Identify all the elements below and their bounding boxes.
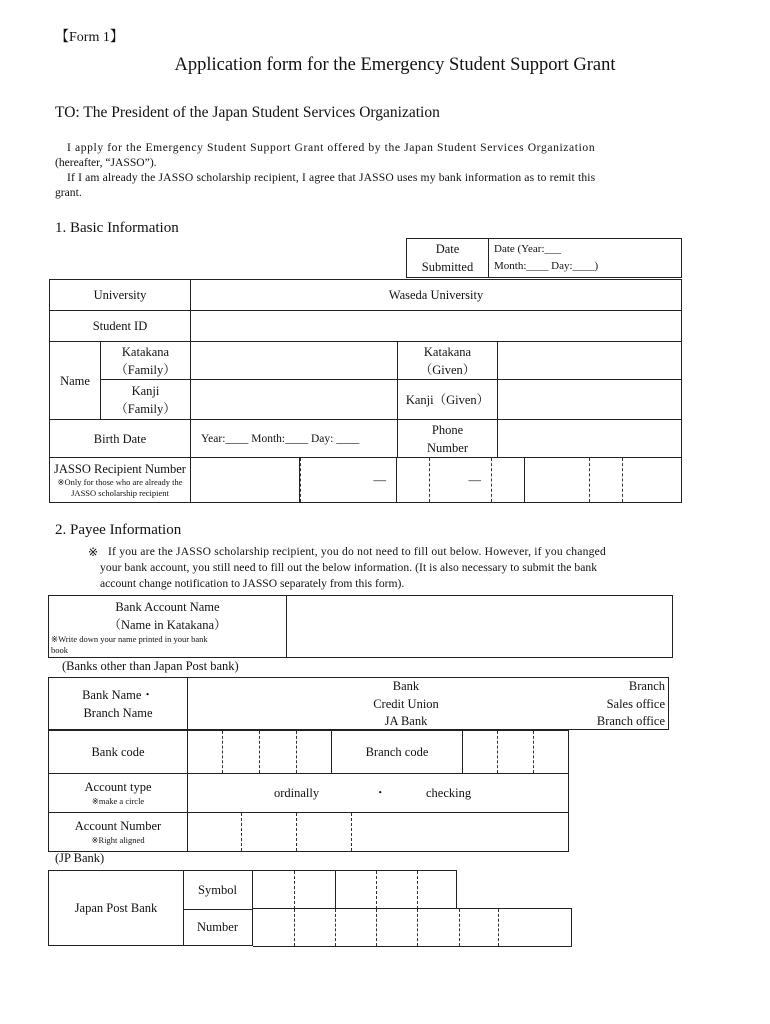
bank-branch-table <box>48 677 669 730</box>
branch-type-sales-office: Sales office <box>606 696 665 711</box>
branch-code-label: Branch code <box>332 731 463 774</box>
symbol-digit-3[interactable] <box>336 871 377 909</box>
jasso-digit-3[interactable] <box>397 458 430 502</box>
note-mark: ※ <box>88 545 99 559</box>
account-type-field[interactable] <box>188 774 569 813</box>
account-type-checking[interactable]: checking <box>426 786 472 800</box>
account-digit-4[interactable] <box>352 813 568 851</box>
katakana-family-field[interactable] <box>191 342 398 380</box>
symbol-label: Symbol <box>183 870 253 910</box>
katakana-given-label: Katakana （Given） <box>398 342 498 380</box>
jp-bank-label: Japan Post Bank <box>48 870 184 946</box>
phone-label: Phone Number <box>398 420 498 458</box>
student-id-field[interactable] <box>191 311 682 342</box>
symbol-digit-2[interactable] <box>295 871 336 909</box>
symbol-digit-5[interactable] <box>418 871 456 909</box>
account-type-label: Account type ※make a circle <box>49 774 188 813</box>
bank-code-digit-4[interactable] <box>297 731 331 773</box>
date-submitted-label: Date Submitted <box>407 239 489 278</box>
birth-date-field[interactable]: Year:____ Month:____ Day: ____ <box>191 420 398 458</box>
form-tag: 【Form 1】 <box>55 30 124 45</box>
account-number-field[interactable] <box>188 813 569 852</box>
payee-note-1: If you are the JASSO scholarship recipient, you do not need to fill out below. However, if you changed <box>108 545 606 558</box>
jasso-digit-1[interactable] <box>191 458 300 502</box>
symbol-field[interactable] <box>253 870 457 909</box>
intro-line-3: If I am already the JASSO scholarship recipient, I agree that JASSO uses my bank information as to remit this <box>67 171 596 184</box>
number-digit-5[interactable] <box>418 909 460 946</box>
jasso-digit-5[interactable] <box>492 458 525 502</box>
account-digit-1[interactable] <box>188 813 242 851</box>
section1-heading: 1. Basic Information <box>55 220 179 236</box>
kanji-family-field[interactable] <box>191 380 398 420</box>
intro-line-1: I apply for the Emergency Student Support Grant offered by the Japan Student Services Organization <box>67 141 596 154</box>
university-label: University <box>50 280 191 311</box>
account-name-field[interactable] <box>287 596 673 658</box>
branch-code-digit-1[interactable] <box>463 731 498 773</box>
symbol-digit-1[interactable] <box>253 871 295 909</box>
branch-code-field[interactable] <box>463 731 569 774</box>
jasso-digit-8[interactable] <box>623 458 681 502</box>
katakana-given-field[interactable] <box>498 342 682 380</box>
bank-type-ja-bank: JA Bank <box>384 714 428 728</box>
number-digit-7[interactable] <box>499 909 571 946</box>
jasso-digit-7[interactable] <box>590 458 623 502</box>
branch-code-digit-3[interactable] <box>534 731 568 773</box>
intro-line-4: grant. <box>55 186 82 199</box>
jasso-digit-2[interactable] <box>300 458 397 502</box>
symbol-digit-4[interactable] <box>377 871 418 909</box>
jasso-dash-2: — <box>468 473 481 487</box>
bank-code-label: Bank code <box>49 731 188 774</box>
number-label: Number <box>183 909 253 946</box>
account-digit-2[interactable] <box>242 813 297 851</box>
other-banks-caption: (Banks other than Japan Post bank) <box>62 659 239 673</box>
basic-info-table <box>49 279 682 503</box>
bank-type-credit-union: Credit Union <box>373 696 439 711</box>
bank-code-digit-2[interactable] <box>223 731 260 773</box>
account-type-separator: ・ <box>374 786 387 800</box>
number-digit-4[interactable] <box>377 909 418 946</box>
jp-bank-table <box>48 870 572 946</box>
account-name-label: Bank Account Name （Name in Katakana） ※Write down your name printed in your bank book <box>49 596 287 658</box>
student-id-label: Student ID <box>50 311 191 342</box>
bank-branch-label: Bank Name・ Branch Name <box>49 678 188 730</box>
bank-branch-field[interactable] <box>188 678 669 730</box>
kanji-given-label: Kanji（Given） <box>398 380 498 420</box>
university-value: Waseda University <box>191 280 682 311</box>
phone-field[interactable] <box>498 420 682 458</box>
jp-bank-caption: (JP Bank) <box>55 851 105 865</box>
name-label: Name <box>50 342 101 420</box>
account-digit-3[interactable] <box>297 813 352 851</box>
birth-date-label: Birth Date <box>50 420 191 458</box>
date-submitted-table <box>406 238 682 278</box>
number-digit-6[interactable] <box>460 909 499 946</box>
addressee: TO: The President of the Japan Student Services Organization <box>55 104 440 121</box>
jasso-digit-4[interactable] <box>430 458 492 502</box>
bank-code-digit-1[interactable] <box>188 731 223 773</box>
form-title: Application form for the Emergency Student Support Grant <box>174 55 616 75</box>
bank-code-digit-3[interactable] <box>260 731 297 773</box>
katakana-family-label: Katakana （Family） <box>101 342 191 380</box>
number-field[interactable] <box>253 908 572 947</box>
date-submitted-field[interactable]: Date (Year:___ Month:____ Day:____) <box>489 239 682 278</box>
branch-code-digit-2[interactable] <box>498 731 534 773</box>
intro-line-2: (hereafter, “JASSO”). <box>55 156 157 169</box>
bank-code-table <box>48 730 569 852</box>
jasso-digit-6[interactable] <box>525 458 590 502</box>
jasso-dash-1: — <box>373 473 386 487</box>
kanji-given-field[interactable] <box>498 380 682 420</box>
payee-note-2: your bank account, you still need to fill out the below information. (It is also necessary to submit the bank <box>100 561 598 574</box>
payee-note-3: account change notification to JASSO separately from this form). <box>100 577 405 590</box>
section2-heading: 2. Payee Information <box>55 522 182 538</box>
account-name-table <box>48 595 673 658</box>
branch-type-branch: Branch <box>628 679 665 693</box>
account-number-label: Account Number ※Right aligned <box>49 813 188 852</box>
bank-code-field[interactable] <box>188 731 332 774</box>
account-type-ordinary[interactable]: ordinally <box>274 786 320 800</box>
jasso-number-field[interactable] <box>191 458 682 503</box>
branch-type-branch-office: Branch office <box>596 714 665 728</box>
number-digit-2[interactable] <box>295 909 336 946</box>
kanji-family-label: Kanji （Family） <box>101 380 191 420</box>
number-digit-3[interactable] <box>336 909 377 946</box>
jasso-number-label: JASSO Recipient Number ※Only for those who are already the JASSO scholarship recipient <box>50 458 191 503</box>
number-digit-1[interactable] <box>253 909 295 946</box>
bank-type-bank: Bank <box>392 679 420 693</box>
